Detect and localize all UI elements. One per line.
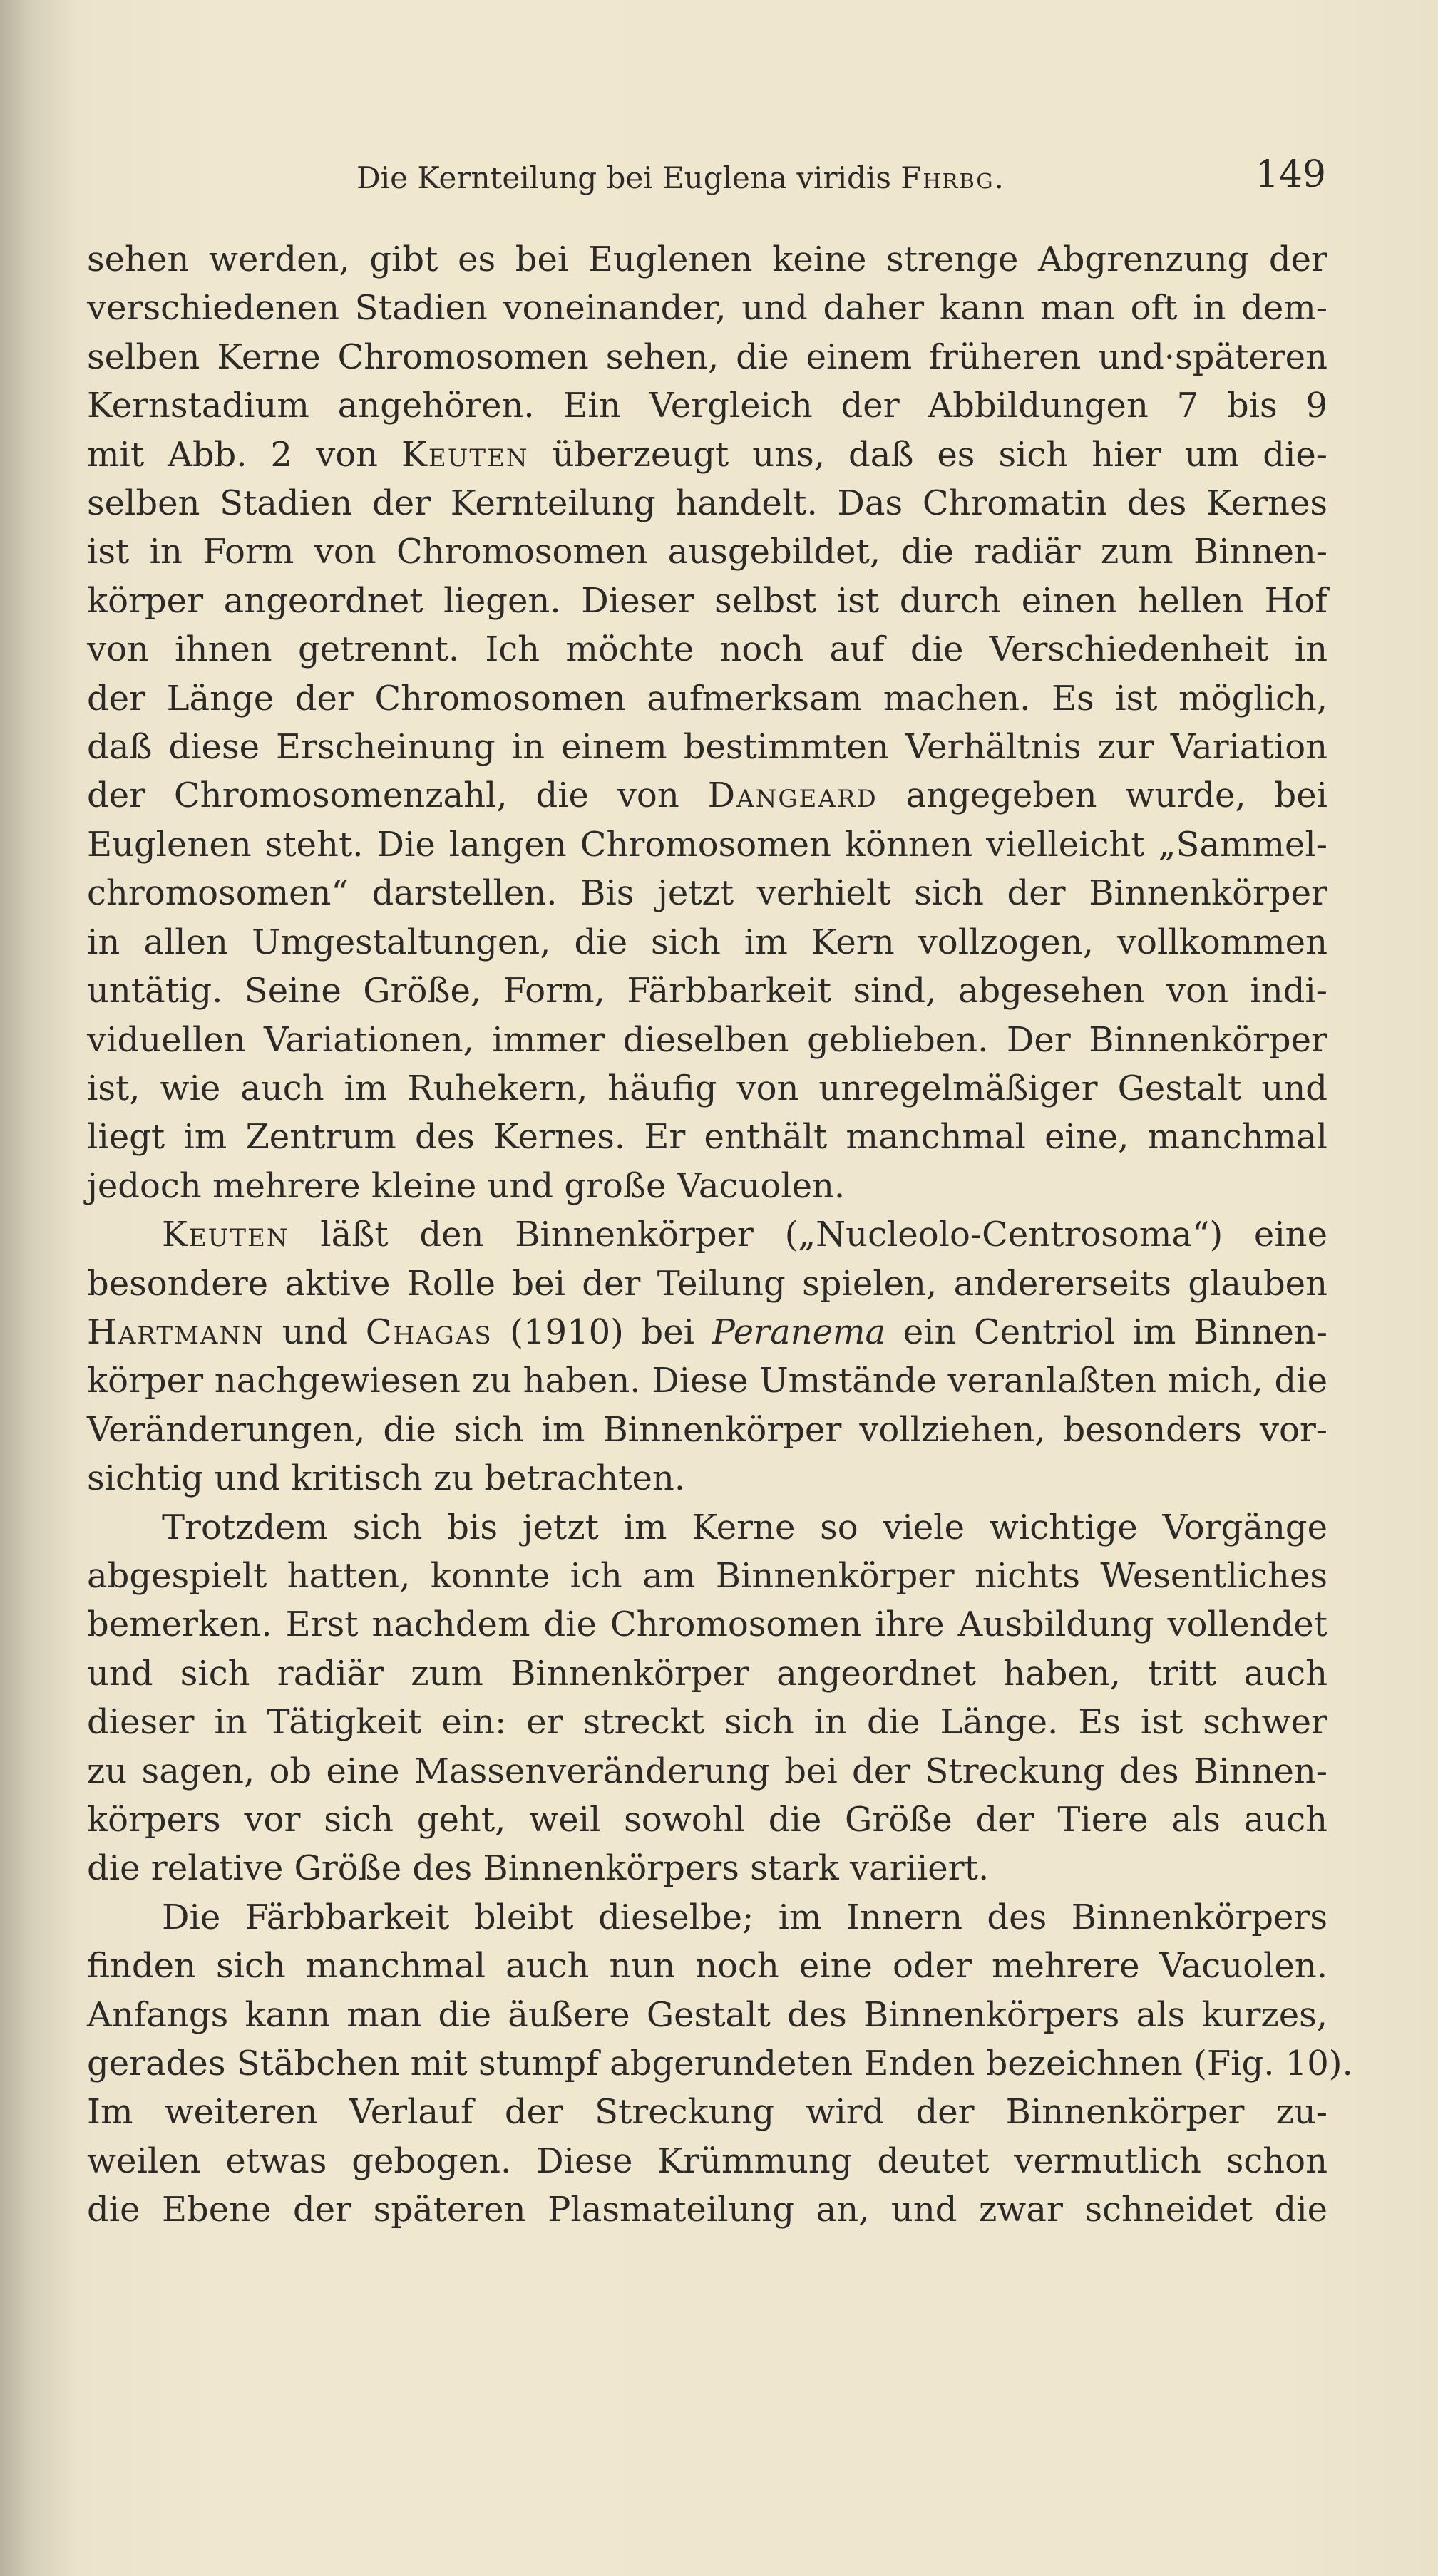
text-line: ist in Form von Chromosomen ausgebildet, die radiär zum Binnen-	[87, 532, 1327, 572]
text-line: Die Färbbarkeit bleibt dieselbe; im Innern des Binnenkörpers	[162, 1897, 1327, 1937]
running-title	[356, 160, 1005, 195]
author-name: Hartmann	[87, 1312, 265, 1352]
text-line: sehen werden, gibt es bei Euglenen keine strenge Abgrenzung der	[87, 239, 1327, 279]
author-name: Dangeard	[707, 776, 878, 816]
text-segment: ein Centriol im Binnen-	[885, 1312, 1327, 1352]
text-segment: der Chromosomenzahl, die von	[87, 776, 708, 816]
text-line	[87, 771, 1327, 820]
text-line: finden sich manchmal auch nun noch eine oder mehrere Vacuolen.	[87, 1946, 1327, 1987]
text-line: ist, wie auch im Ruhekern, häufig von unregelmäßiger Gestalt und	[87, 1068, 1327, 1108]
text-line: die relative Größe des Binnenkörpers stark variiert.	[87, 1848, 990, 1889]
text-segment: und	[264, 1312, 366, 1352]
text-line: untätig. Seine Größe, Form, Färbbarkeit sind, abgesehen von indi-	[87, 971, 1327, 1011]
text-line: Trotzdem sich bis jetzt im Kerne so viele wichtige Vorgänge	[162, 1507, 1327, 1547]
text-segment: mit Abb. 2 von	[87, 434, 402, 475]
text-line: verschiedenen Stadien voneinander, und daher kann man oft in dem-	[87, 288, 1327, 329]
page-number: 149	[1255, 153, 1326, 196]
text-line: körper nachgewiesen zu haben. Diese Umstände veranlaßten mich, die	[87, 1361, 1327, 1401]
text-line: Euglenen steht. Die langen Chromosomen können vielleicht „Sammel-	[87, 824, 1327, 865]
text-line: Veränderungen, die sich im Binnenkörper vollziehen, besonders vor-	[87, 1409, 1327, 1450]
text-line: Im weiteren Verlauf der Streckung wird der Binnenkörper zu-	[87, 2092, 1327, 2133]
text-line: selben Kerne Chromosomen sehen, die einem früheren und·späteren	[87, 336, 1327, 377]
text-line: körpers vor sich geht, weil sowohl die Größe der Tiere als auch	[87, 1800, 1327, 1840]
running-title-author: Fhrbg.	[900, 160, 1005, 195]
text-line: der Länge der Chromosomen aufmerksam machen. Es ist möglich,	[87, 678, 1327, 718]
text-line: bemerken. Erst nachdem die Chromosomen ihre Ausbildung vollendet	[87, 1604, 1327, 1645]
text-line: in allen Umgestaltungen, die sich im Kern vollzogen, vollkommen	[87, 922, 1327, 962]
text-segment: angegeben wurde, bei	[877, 776, 1327, 816]
text-line: Anfangs kann man die äußere Gestalt des Binnenkörpers als kurzes,	[87, 1994, 1327, 2035]
text-line	[87, 431, 1327, 479]
text-segment: überzeugt uns, daß es sich hier um die-	[528, 434, 1327, 475]
text-line: abgespielt hatten, konnte ich am Binnenkörper nichts Wesentliches	[87, 1555, 1327, 1596]
author-name: Chagas	[365, 1312, 493, 1352]
text-segment: (1910) bei	[492, 1312, 712, 1352]
text-line: dieser in Tätigkeit ein: er streckt sich in die Länge. Es ist schwer	[87, 1702, 1327, 1743]
text-line: daß diese Erscheinung in einem bestimmten Verhältnis zur Variation	[87, 727, 1327, 768]
author-name: Keuten	[401, 434, 529, 475]
genus-name: Peranema	[712, 1312, 886, 1352]
page-header	[356, 153, 1326, 203]
text-line: von ihnen getrennt. Ich möchte noch auf die Verschiedenheit in	[87, 629, 1327, 670]
text-line	[87, 1210, 1327, 1259]
text-line: weilen etwas gebogen. Diese Krümmung deutet vermutlich schon	[87, 2140, 1327, 2181]
text-line: liegt im Zentrum des Kernes. Er enthält manchmal eine, manchmal	[87, 1117, 1327, 1158]
text-line: jedoch mehrere kleine und große Vacuolen.	[87, 1165, 846, 1206]
text-line: zu sagen, ob eine Massenveränderung bei der Streckung des Binnen-	[87, 1751, 1327, 1791]
text-line: gerades Stäbchen mit stumpf abgerundeten Enden bezeichnen (Fig. 10).	[87, 2044, 1353, 2084]
text-line: körper angeordnet liegen. Dieser selbst ist durch einen hellen Hof	[87, 580, 1327, 621]
body-text	[87, 235, 1353, 2235]
author-name: Keuten	[162, 1215, 289, 1255]
running-title-text: Die Kernteilung bei Euglena viridis	[356, 160, 901, 195]
text-line: die Ebene der späteren Plasmateilung an, und zwar schneidet die	[87, 2190, 1327, 2230]
text-line: Kernstadium angehören. Ein Vergleich der Abbildungen 7 bis 9	[87, 386, 1327, 426]
text-line: selben Stadien der Kernteilung handelt. Das Chromatin des Kernes	[87, 483, 1327, 524]
text-line: und sich radiär zum Binnenkörper angeordnet haben, tritt auch	[87, 1653, 1327, 1694]
text-segment: läßt den Binnenkörper („Nucleolo-Centrosoma“) eine	[289, 1215, 1327, 1255]
text-line	[87, 1308, 1327, 1356]
text-line: viduellen Variationen, immer dieselben geblieben. Der Binnenkörper	[87, 1019, 1327, 1060]
text-line: besondere aktive Rolle bei der Teilung spielen, andererseits glauben	[87, 1263, 1327, 1304]
text-line: sichtig und kritisch zu betrachten.	[87, 1458, 686, 1499]
text-line: chromosomen“ darstellen. Bis jetzt verhielt sich der Binnenkörper	[87, 873, 1327, 914]
